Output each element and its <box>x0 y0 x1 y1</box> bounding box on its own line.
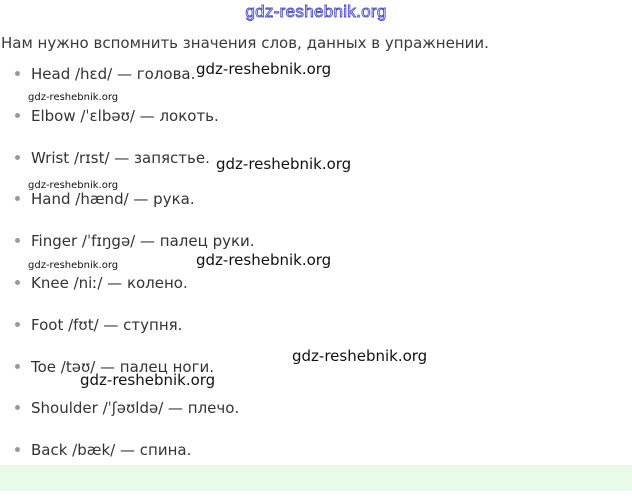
list-item-text: Finger /ˈfɪŋgə/ — палец руки. <box>31 232 255 250</box>
list-item-text: Hand /hænd/ — рука. <box>31 190 195 208</box>
watermark-overlay: gdz-reshebnik.org <box>196 60 332 78</box>
watermark-overlay: gdz-reshebnik.org <box>28 260 119 271</box>
list-item-text: Toe /təʊ/ — палец ноги. <box>31 358 214 376</box>
watermark-overlay: gdz-reshebnik.org <box>196 251 332 269</box>
bottom-band <box>0 465 632 491</box>
list-item <box>15 274 188 292</box>
intro-text: Нам нужно вспомнить значения слов, данных в упражнении. <box>1 34 489 52</box>
list-item-text: Back /bæk/ — спина. <box>31 441 192 459</box>
bullet-icon <box>15 155 20 160</box>
list-item <box>15 149 210 167</box>
watermark-overlay: gdz-reshebnik.org <box>28 180 119 191</box>
list-item <box>15 399 239 417</box>
watermark-overlay: gdz-reshebnik.org <box>216 155 352 173</box>
watermark-overlay: gdz-reshebnik.org <box>28 92 119 103</box>
bullet-icon <box>15 71 20 76</box>
list-item-text: Foot /fʊt/ — ступня. <box>31 316 183 334</box>
bullet-icon <box>15 447 20 452</box>
list-item-text: Knee /niː/ — колено. <box>31 274 188 292</box>
list-item <box>15 316 182 334</box>
bullet-icon <box>15 196 20 201</box>
list-item <box>15 65 195 83</box>
watermark-overlay: gdz-reshebnik.org <box>80 371 216 389</box>
list-item <box>15 441 191 459</box>
bullet-icon <box>15 280 20 285</box>
list-item-text: Head /hɛd/ — голова. <box>31 65 196 83</box>
list-item-text: Elbow /ˈɛlbəʊ/ — локоть. <box>31 107 219 125</box>
site-watermark-header: gdz-reshebnik.org <box>245 2 387 21</box>
bullet-icon <box>15 364 20 369</box>
bullet-icon <box>15 322 20 327</box>
watermark-overlay: gdz-reshebnik.org <box>292 347 428 365</box>
list-item-text: Shoulder /ˈʃəʊldə/ — плечо. <box>31 399 240 417</box>
bullet-icon <box>15 238 20 243</box>
bullet-icon <box>15 405 20 410</box>
list-item <box>15 190 195 208</box>
list-item <box>15 107 219 125</box>
bullet-icon <box>15 113 20 118</box>
list-item <box>15 232 255 250</box>
list-item-text: Wrist /rɪst/ — запястье. <box>31 149 210 167</box>
